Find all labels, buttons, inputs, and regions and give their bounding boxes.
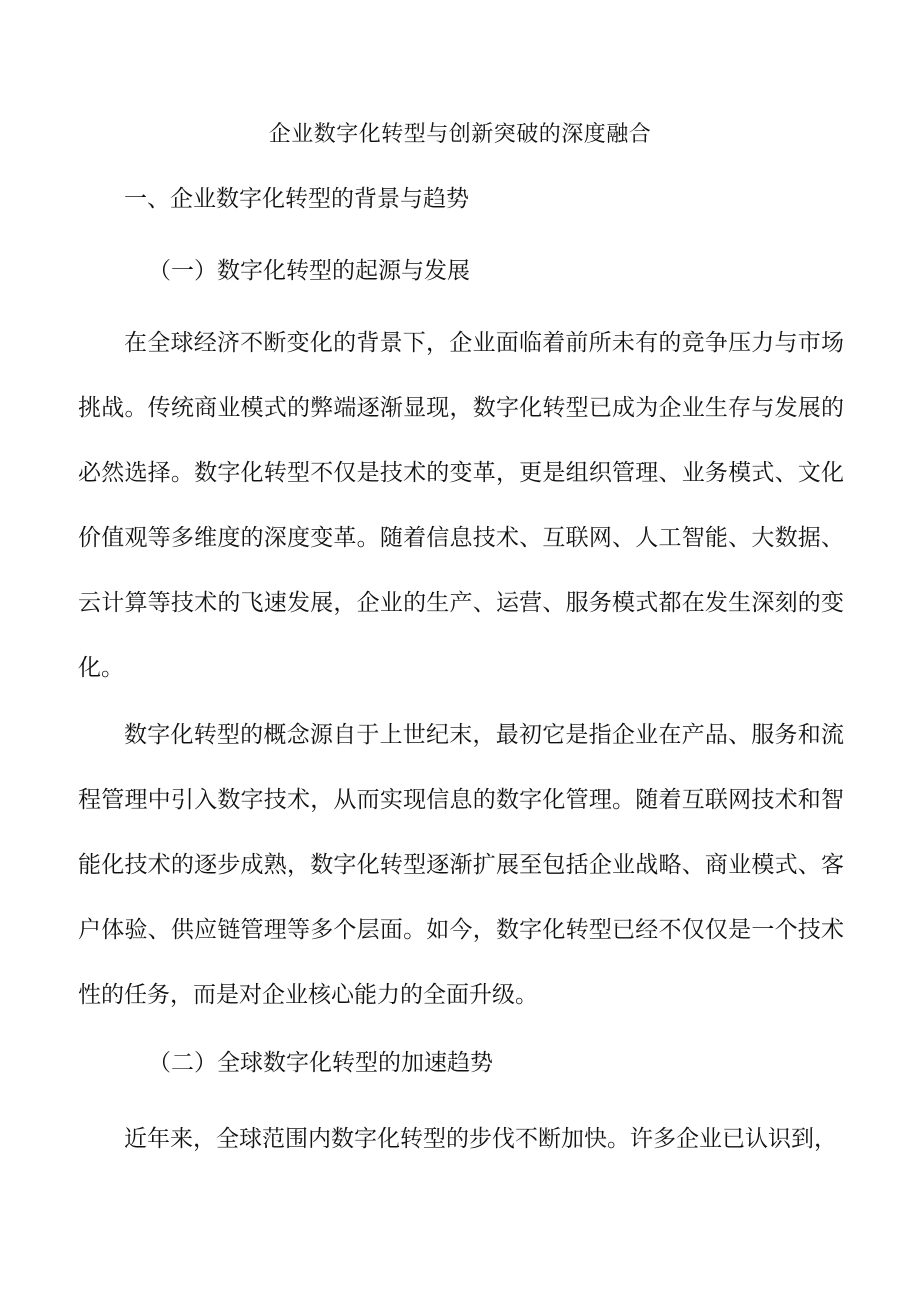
subsection-heading-1: （一）数字化转型的起源与发展 xyxy=(148,258,470,284)
paragraph-2: 数字化转型的概念源自于上世纪末，最初它是指企业在产品、服务和流程管理中引入数字技术，从而实现信息的数字化管理。随着互联网技术和智能化技术的逐步成熟，数字化转型逐渐扩展至包括企业战略、商业模式、客户体验、供应链管理等多个层面。如今，数字化转型已经不仅仅是一个技术性的任务，而是对企业核心能力的全面升级。 xyxy=(78,722,844,1008)
section-heading-1: 一、企业数字化转型的背景与趋势 xyxy=(124,186,469,212)
paragraph-3: 近年来，全球范围内数字化转型的步伐不断加快。许多企业已认识到， xyxy=(124,1126,837,1152)
document-title: 企业数字化转型与创新突破的深度融合 xyxy=(268,122,652,147)
paragraph-1: 在全球经济不断变化的背景下，企业面临着前所未有的竞争压力与市场挑战。传统商业模式的弊端逐渐显现，数字化转型已成为企业生存与发展的必然选择。数字化转型不仅是技术的变革，更是组织管理、业务模式、文化价值观等多维度的深度变革。随着信息技术、互联网、人工智能、大数据、云计算等技术的飞速发展，企业的生产、运营、服务模式都在发生深刻的变化。 xyxy=(78,330,844,681)
subsection-heading-2: （二）全球数字化转型的加速趋势 xyxy=(148,1050,493,1076)
